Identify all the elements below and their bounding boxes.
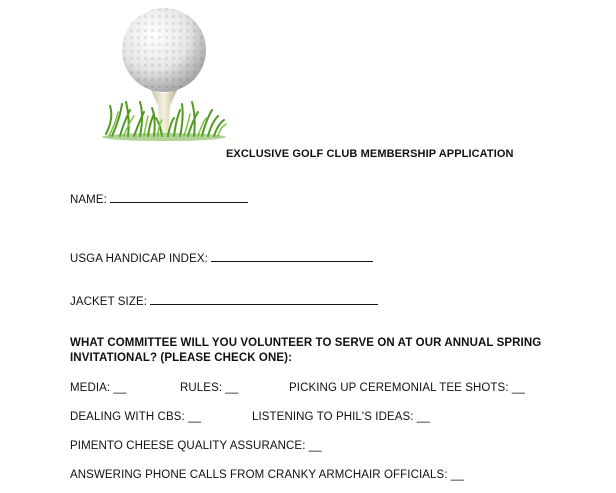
jacket-input-line[interactable] (150, 294, 378, 305)
option-tee-shots[interactable]: PICKING UP CEREMONIAL TEE SHOTS: __ (289, 382, 525, 394)
handicap-input-line[interactable] (211, 251, 373, 262)
option-pimento[interactable]: PIMENTO CHEESE QUALITY ASSURANCE: __ (70, 440, 322, 452)
option-media[interactable]: MEDIA: __ (70, 382, 127, 394)
option-rules[interactable]: RULES: __ (180, 382, 239, 394)
handicap-field (70, 251, 373, 265)
form-title: EXCLUSIVE GOLF CLUB MEMBERSHIP APPLICATION (226, 148, 514, 160)
name-input-line[interactable] (110, 192, 248, 203)
option-cbs[interactable]: DEALING WITH CBS: __ (70, 411, 202, 423)
option-phone[interactable]: ANSWERING PHONE CALLS FROM CRANKY ARMCHAIR OFFICIALS: __ (70, 469, 464, 481)
question-line-1: WHAT COMMITTEE WILL YOU VOLUNTEER TO SERVE ON AT OUR ANNUAL SPRING (70, 337, 542, 349)
name-label: NAME: (70, 194, 107, 206)
name-field (70, 192, 248, 206)
question-line-2: INVITATIONAL? (PLEASE CHECK ONE): (70, 352, 293, 364)
jacket-label: JACKET SIZE: (70, 296, 148, 308)
option-phil[interactable]: LISTENING TO PHIL'S IDEAS: __ (252, 411, 430, 423)
handicap-label: USGA HANDICAP INDEX: (70, 253, 208, 265)
golf-ball-on-tee-icon (100, 6, 230, 156)
jacket-field (70, 294, 378, 308)
